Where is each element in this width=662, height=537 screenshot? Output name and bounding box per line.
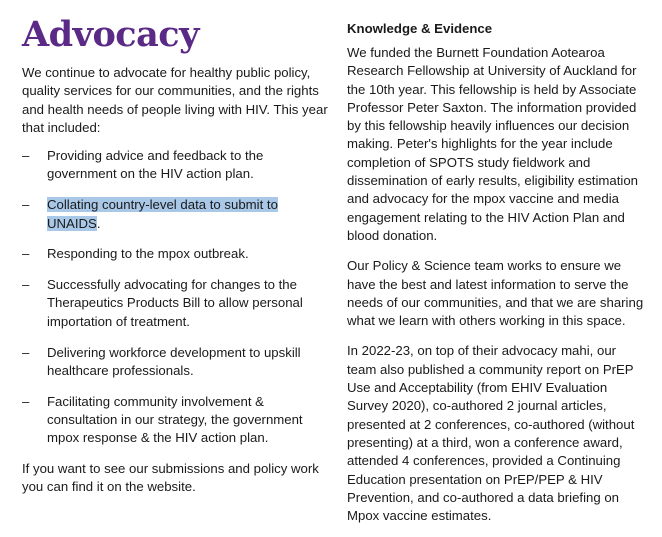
dash-bullet: – bbox=[22, 197, 30, 213]
list-item-text: Responding to the mpox outbreak. bbox=[47, 246, 249, 262]
highlighted-text[interactable]: Collating country-level data to submit to UNAIDS bbox=[47, 197, 278, 231]
list-item-text: Successfully advocating for changes to the Therapeutics Products Bill to allow personal importation of treatment. bbox=[47, 277, 303, 329]
list-item bbox=[22, 147, 328, 184]
list-item bbox=[22, 344, 328, 381]
advocacy-outro: If you want to see our submissions and policy work you can find it on the website. bbox=[22, 461, 319, 495]
list-item bbox=[22, 196, 328, 233]
list-item bbox=[22, 245, 328, 263]
dash-bullet: – bbox=[22, 246, 30, 262]
highlighted-suffix: . bbox=[96, 215, 101, 231]
advocacy-intro: We continue to advocate for healthy public policy, quality services for our communities, and the rights and health needs of people living with HIV. This year that included: bbox=[22, 65, 328, 135]
section-heading-knowledge: Knowledge & Evidence bbox=[347, 21, 493, 36]
dash-bullet: – bbox=[22, 277, 30, 293]
paragraph-achievements: In 2022-23, on top of their advocacy mahi, our team also published a community report on PrEP Use and Acceptability (from EHIV Evaluation Survey 2020), co-authored 2 journal articles, presented at 2 conferences, co-authored (without presenting) at a third, won a conference award, attended 4 conferences, provided a Continuing Education presentation on PrEP/PEP & HIV Prevention, and co-authored a data briefing on Mpox vaccine estimates. bbox=[347, 343, 635, 524]
paragraph-policy-team: Our Policy & Science team works to ensure we have the best and latest information to serve the needs of our communities, and that we are sharing what we learn with others working in this space. bbox=[347, 258, 644, 329]
dash-bullet: – bbox=[22, 344, 30, 360]
list-item bbox=[22, 393, 328, 448]
list-item-text: Facilitating community involvement & consultation in our strategy, the government mpox response & the HIV action plan. bbox=[47, 393, 303, 446]
list-item-text: Delivering workforce development to upskill healthcare professionals. bbox=[47, 344, 301, 378]
advocacy-column bbox=[22, 14, 328, 497]
advocacy-list bbox=[22, 147, 328, 447]
paragraph-fellowship: We funded the Burnett Foundation Aotearoa Research Fellowship at University of Auckland for the 10th year. This fellowship is held by Associate Professor Peter Saxton. The information provided by this fellowship heavily influences our decision making. Peter's highlights for the year include completion of SPOTS study fieldwork and dissemination of early results, eligibility estimation and advocacy for the mpox vaccine and media engagement relating to the HIV Action Plan and blood donation. bbox=[347, 45, 638, 243]
list-item-text: Providing advice and feedback to the government on the HIV action plan. bbox=[47, 148, 264, 182]
dash-bullet: – bbox=[22, 393, 30, 409]
section-title-advocacy: Advocacy bbox=[22, 14, 199, 55]
dash-bullet: – bbox=[22, 148, 30, 164]
knowledge-column bbox=[347, 20, 647, 537]
list-item bbox=[22, 276, 328, 331]
